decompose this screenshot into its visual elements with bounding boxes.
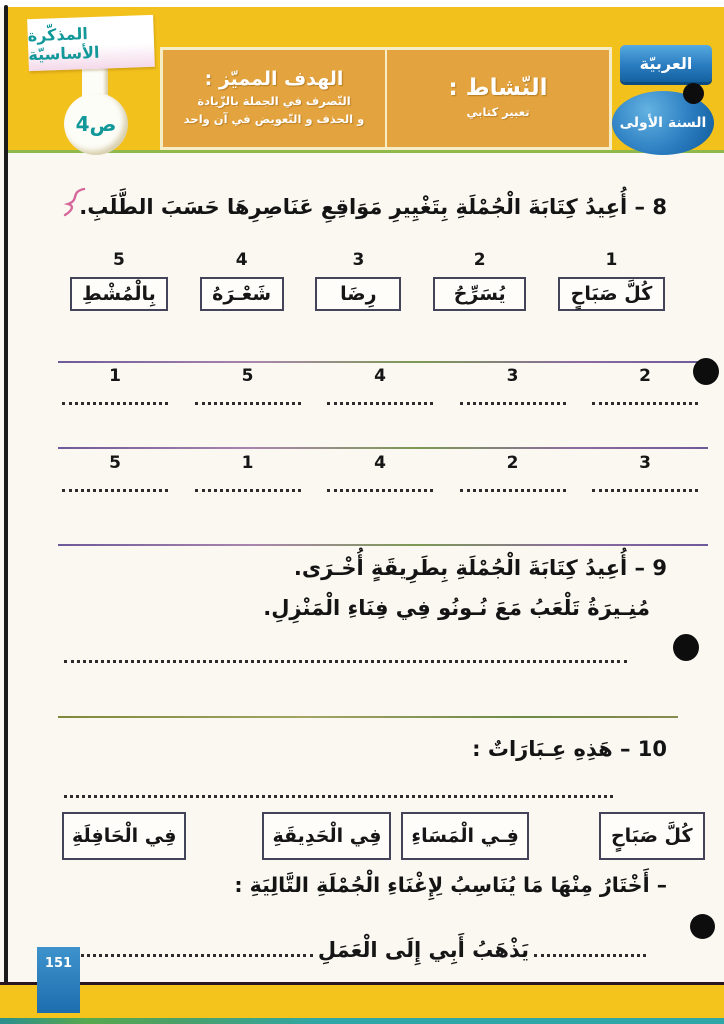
hole-punch-dot [683,83,704,104]
answer-blank-dots [195,489,301,492]
page-number-badge: 151 [37,947,80,1013]
answer-slot [327,453,433,492]
word-card-number: 2 [473,250,486,270]
page-top-margin [0,0,724,7]
objective-title: الهدف المميّز : [204,68,344,91]
answer-slot [62,366,168,405]
exercise8-word-cards [70,250,665,311]
word-card [315,250,401,311]
phrase-card-box: فِـي الْمَسَاءِ [401,812,528,860]
memo-badge [27,15,155,71]
phrase-card-box: كُلَّ صَبَاحٍ [599,812,705,860]
exercise8-title: 8 – أُعِيدُ كِتَابَةَ الْجُمْلَةِ بِتَغْيِيرِ مَوَاقِعِ عَنَاصِرِهَا حَسَبَ الطَّلَبِ. [79,195,667,219]
completion-sentence-line [56,938,646,962]
activity-value: تعبير كتابي [466,105,530,120]
page-ref-bulb [64,93,128,155]
exercise10-instruction: – أَخْتَارُ مِنْهَا مَا يُنَاسِبُ لِإِغْنَاءِ الْجُمْلَةِ التَّالِيَةِ : [234,873,667,897]
answer-blank-dots [460,402,566,405]
answer-blank-dots [592,489,698,492]
separator-line [58,716,678,718]
answer-blank-dots [460,489,566,492]
word-card-box: رِضَا [315,277,401,311]
subject-badge: العربيّة [620,45,712,82]
objective-line1: التّصرف في الجملة بالزّيادة [197,94,351,109]
word-card-box: شَعْـرَهُ [200,277,284,311]
answer-slot-number: 2 [639,366,651,386]
answer-blank-dots [534,954,646,957]
activity-title: النّشاط : [448,75,548,102]
objective-activity-box [160,47,612,150]
exercise8-answer-row-2 [62,453,698,492]
memo-badge-label: المذكّرة الأساسيّة [27,24,100,65]
answer-slot [62,453,168,492]
answer-slot [592,366,698,405]
separator-line [58,361,708,363]
answer-slot-number: 4 [374,453,386,473]
activity-cell [385,50,609,147]
objective-cell [163,50,385,147]
hole-punch-dot [693,358,719,385]
word-card [70,250,168,311]
answer-blank-dots [195,402,301,405]
word-card-box: يُسَرِّحُ [433,277,526,311]
word-card [558,250,665,311]
answer-slot-number: 5 [109,453,121,473]
footer-bottom-strip [0,1018,724,1024]
hole-punch-dot [673,634,699,661]
answer-slot-number: 1 [109,366,121,386]
answer-blank-dots [327,489,433,492]
word-card [433,250,526,311]
phrase-card-box: فِي الْحَافِلَةِ [62,812,186,860]
hole-punch-dot [690,914,715,939]
book-spine-edge [4,5,8,1017]
page-ref-label: ص4 [75,112,117,136]
answer-slot [195,366,301,405]
answer-slot [460,453,566,492]
answer-blank-dots [62,489,168,492]
objective-line2: و الحذف و التّعويض في آن واحد [183,112,365,126]
answer-blank-dots [56,954,313,957]
exercise10-phrase-cards [62,812,705,860]
answer-slot-number: 5 [241,366,254,386]
answer-blank-dots [62,402,168,405]
word-card-number: 1 [605,250,618,270]
completion-sentence-text: يَذْهَبُ أَبِي إِلَى الْعَمَلِ [317,938,529,962]
answer-slot [327,366,433,405]
word-card-number: 4 [235,250,248,270]
year-badge-label: السنة الأولى [619,115,707,131]
answer-blank-dots [592,402,698,405]
handwritten-check-mark [60,186,90,218]
exercise8-answer-row-1 [62,366,698,405]
answer-slot [195,453,301,492]
word-card-box: كُلَّ صَبَاحٍ [558,277,665,311]
answer-slot-number: 1 [241,453,254,473]
answer-slot [592,453,698,492]
phrase-card-box: فِي الْحَدِيقَةِ [262,812,391,860]
word-card-number: 5 [112,250,125,270]
separator-line [58,447,708,449]
exercise9-title: 9 – أُعِيدُ كِتَابَةَ الْجُمْلَةِ بِطَرِيقَةٍ أُخْـرَى. [293,556,667,580]
answer-slot-number: 2 [506,453,519,473]
separator-line [58,544,708,546]
footer-yellow-band [0,985,724,1018]
word-card-number: 3 [352,250,365,270]
answer-blank-dots [64,795,613,798]
answer-slot-number: 3 [506,366,519,386]
answer-blank-dots [327,402,433,405]
exercise9-sentence: مُنِـيرَةُ تَلْعَبُ مَعَ نُـونُو فِي فِنَاءِ الْمَنْزِلِ. [263,596,650,620]
header-band [8,7,724,153]
answer-slot-number: 3 [639,453,651,473]
answer-slot-number: 4 [374,366,386,386]
answer-blank-dots [64,660,627,663]
exercise10-title: 10 – هَذِهِ عِـبَارَاتٌ : [472,737,667,761]
word-card-box: بِالْمُشْطِ [70,277,168,311]
word-card [200,250,284,311]
answer-slot [460,366,566,405]
